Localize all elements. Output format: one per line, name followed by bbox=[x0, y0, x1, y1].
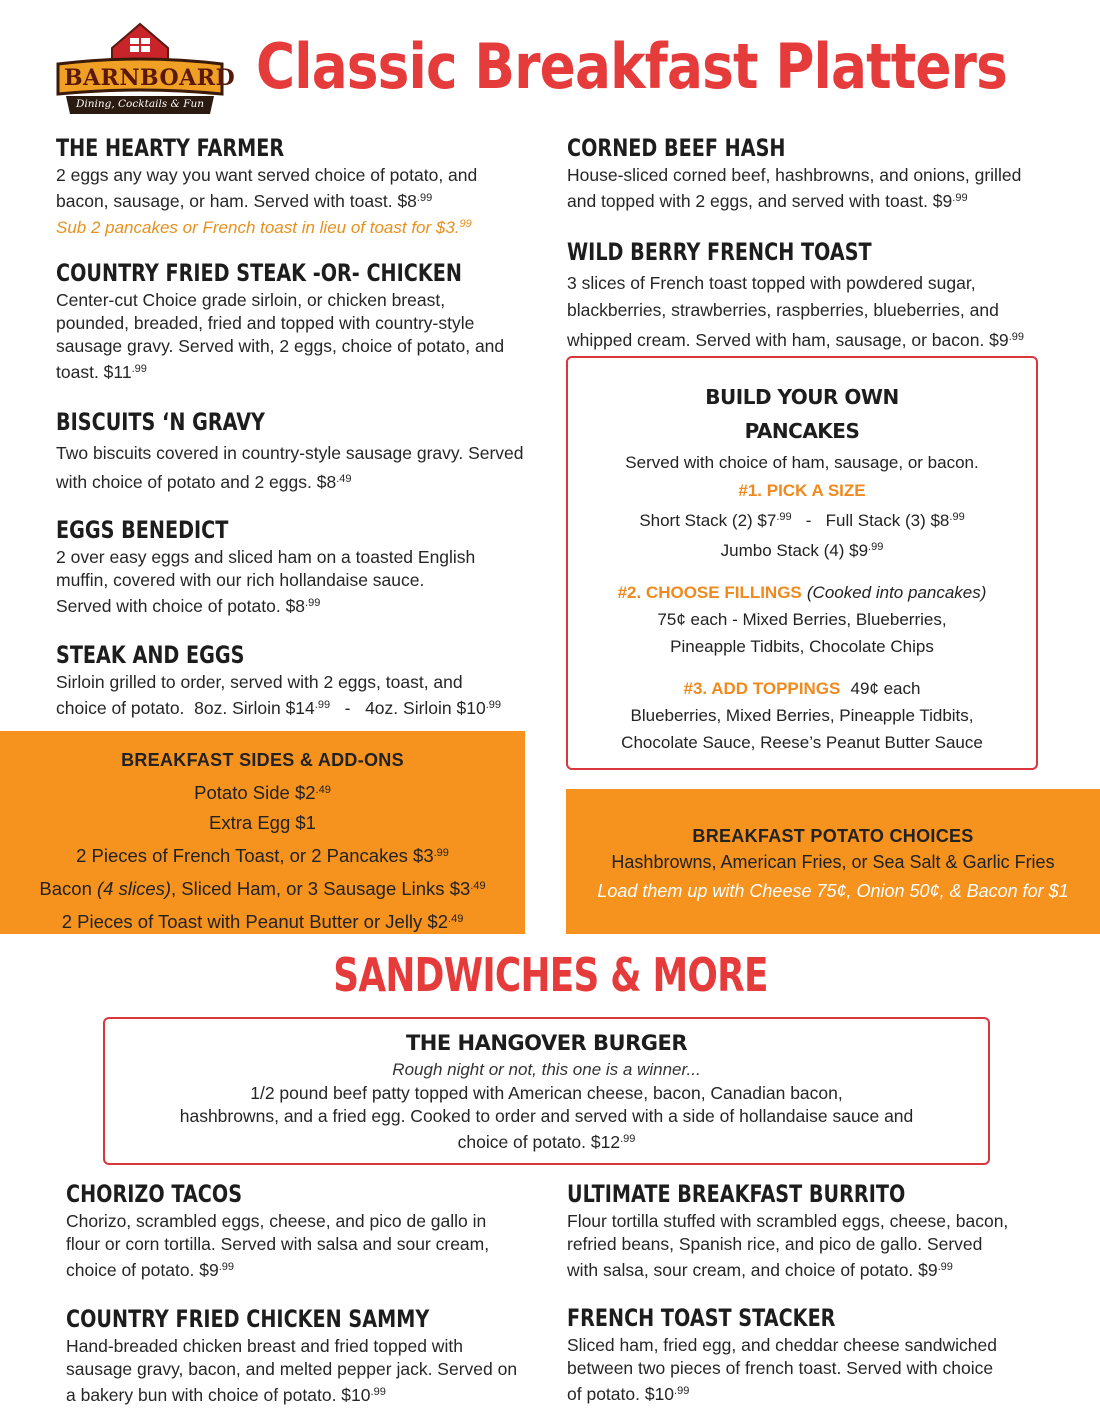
desc-line: Served with choice of potato. $8 bbox=[56, 596, 306, 616]
potato-choices-box bbox=[566, 789, 1100, 934]
desc-line-price bbox=[66, 1381, 546, 1407]
price-cents: .49 bbox=[448, 913, 464, 925]
fillings-line-1: 75¢ each - Mixed Berries, Blueberries, bbox=[657, 610, 947, 629]
size-line-1 bbox=[568, 504, 1036, 534]
desc-line: whipped cream. Served with ham, sausage, or bacon. $9 bbox=[567, 330, 1009, 350]
desc-line-price bbox=[567, 1380, 1087, 1406]
price-cents: .99 bbox=[305, 597, 321, 609]
desc-line: pounded, breaded, fried and topped with country-style bbox=[56, 313, 475, 333]
desc-line-price bbox=[567, 1256, 1087, 1282]
logo-tagline: Dining, Cocktails & Fun bbox=[75, 98, 205, 110]
logo-brand: BARNBOARD bbox=[64, 65, 236, 91]
sandwich-ultimate-breakfast-burrito bbox=[567, 1182, 1087, 1282]
step-choose-fillings bbox=[568, 580, 1036, 606]
step-add-toppings bbox=[568, 676, 1036, 702]
item-description bbox=[567, 1210, 1087, 1282]
desc-line: refried beans, Spanish rice, and pico de gallo. Served bbox=[567, 1234, 983, 1254]
desc-line: Hand-breaded chicken breast and fried topped with bbox=[66, 1336, 463, 1356]
item-description bbox=[56, 671, 546, 720]
price-cents: .99 bbox=[433, 847, 449, 859]
item-name: BISCUITS ‘N GRAVY bbox=[56, 408, 265, 436]
price-cents: .99 bbox=[1008, 331, 1024, 343]
side-text: Potato Side $2 bbox=[194, 782, 316, 803]
desc-line: 2 eggs any way you want served choice of potato, and bbox=[56, 165, 478, 185]
hangover-tagline: Rough night or not, this one is a winner... bbox=[392, 1060, 701, 1079]
build-pancakes-title bbox=[568, 380, 1036, 448]
price-cents: .99 bbox=[620, 1133, 636, 1145]
platter-country-fried-steak bbox=[56, 261, 546, 384]
hangover-line-2: hashbrowns, and a fried egg. Cooked to order and served with a side of hollandaise sauce and bbox=[179, 1106, 914, 1126]
section-title-sandwiches bbox=[0, 948, 1100, 1002]
platter-hearty-farmer bbox=[56, 136, 536, 239]
desc-line: Sirloin grilled to order, served with 2 eggs, toast, and bbox=[56, 672, 463, 692]
side-text: , Sliced Ham, or 3 Sausage Links $3 bbox=[171, 878, 471, 899]
platter-biscuits-gravy bbox=[56, 410, 546, 495]
price-cents: .99 bbox=[416, 192, 433, 204]
platter-corned-beef-hash bbox=[567, 136, 1087, 213]
desc-line: toast. $11 bbox=[56, 362, 132, 382]
page-title: Classic Breakfast Platters bbox=[256, 30, 1007, 103]
potato-note: Load them up with Cheese 75¢, Onion 50¢, & Bacon for $1 bbox=[597, 881, 1069, 901]
step2-label: #2. CHOOSE FILLINGS bbox=[617, 583, 802, 602]
logo bbox=[52, 20, 236, 120]
item-name: CHORIZO TACOS bbox=[66, 1180, 243, 1208]
desc-line: sausage gravy. Served with, 2 eggs, choice of potato, and bbox=[56, 336, 505, 356]
side-text-italic: (4 slices) bbox=[97, 878, 172, 899]
step2-note: (Cooked into pancakes) bbox=[806, 583, 987, 602]
size-short: Short Stack (2) $7 bbox=[639, 511, 777, 530]
desc-line: 3 slices of French toast topped with powdered sugar, bbox=[567, 273, 976, 293]
build-pancakes-title-line2: PANCAKES bbox=[744, 419, 860, 443]
desc-line: choice of potato. 8oz. Sirloin $14 bbox=[56, 698, 315, 718]
item-name: CORNED BEEF HASH bbox=[567, 134, 786, 162]
breakfast-sides-box bbox=[0, 731, 525, 934]
side-item bbox=[0, 808, 525, 838]
hangover-line-3 bbox=[105, 1128, 988, 1154]
item-name: ULTIMATE BREAKFAST BURRITO bbox=[567, 1180, 906, 1208]
sandwich-french-toast-stacker bbox=[567, 1306, 1087, 1406]
desc-line: between two pieces of french toast. Served with choice bbox=[567, 1358, 994, 1378]
side-text: Extra Egg $1 bbox=[209, 812, 316, 833]
desc-line-extra: - 4oz. Sirloin $10 bbox=[330, 698, 486, 718]
hangover-line-3-text: choice of potato. $12 bbox=[457, 1132, 621, 1152]
desc-line-price bbox=[56, 187, 536, 213]
price-cents: .99 bbox=[868, 541, 884, 553]
sub-note-text: Sub 2 pancakes or French toast in lieu of toast for $3. bbox=[56, 218, 460, 237]
item-description bbox=[567, 164, 1087, 213]
sub-note-cents: 99 bbox=[459, 218, 472, 230]
desc-line: House-sliced corned beef, hashbrowns, and onions, grilled bbox=[567, 165, 1022, 185]
desc-line: blackberries, strawberries, raspberries, blueberries, and bbox=[567, 300, 999, 320]
platter-wild-berry-french-toast bbox=[567, 240, 1087, 354]
price-cents: .49 bbox=[315, 784, 331, 796]
price-cents: .99 bbox=[937, 1261, 953, 1273]
price-cents: .99 bbox=[131, 363, 147, 375]
price-cents: .99 bbox=[485, 699, 502, 711]
hangover-name: THE HANGOVER BURGER bbox=[405, 1031, 688, 1055]
item-name: COUNTRY FRIED STEAK -OR- CHICKEN bbox=[56, 259, 462, 287]
price-cents: .99 bbox=[952, 192, 968, 204]
item-name: THE HEARTY FARMER bbox=[56, 134, 285, 162]
desc-line-price bbox=[567, 187, 1087, 213]
item-description bbox=[56, 289, 546, 384]
item-name: WILD BERRY FRENCH TOAST bbox=[567, 238, 872, 266]
item-name: FRENCH TOAST STACKER bbox=[567, 1304, 836, 1332]
desc-line-price bbox=[56, 466, 546, 495]
desc-line: choice of potato. $9 bbox=[66, 1260, 219, 1280]
item-description bbox=[567, 270, 1087, 354]
sub-note bbox=[56, 213, 536, 239]
price-cents: .49 bbox=[470, 880, 486, 892]
side-item bbox=[0, 904, 525, 937]
side-text: Bacon bbox=[39, 878, 98, 899]
potato-title: BREAKFAST POTATO CHOICES bbox=[692, 826, 974, 846]
platter-steak-eggs bbox=[56, 643, 546, 720]
step3-price: 49¢ each bbox=[850, 679, 921, 698]
toppings-line-2: Chocolate Sauce, Reese’s Peanut Butter Sauce bbox=[621, 733, 983, 752]
size-jumbo: Jumbo Stack (4) $9 bbox=[720, 541, 869, 560]
desc-line: bacon, sausage, or ham. Served with toast. $8 bbox=[56, 191, 417, 211]
desc-line-price bbox=[56, 592, 546, 618]
price-cents: .99 bbox=[314, 699, 331, 711]
item-description bbox=[567, 1334, 1087, 1406]
desc-line: with salsa, sour cream, and choice of potato. $9 bbox=[567, 1260, 938, 1280]
desc-line: Chorizo, scrambled eggs, cheese, and pico de gallo in bbox=[66, 1211, 487, 1231]
desc-line: flour or corn tortilla. Served with salsa and sour cream, bbox=[66, 1234, 490, 1254]
side-item bbox=[0, 775, 525, 808]
hangover-burger-box bbox=[103, 1017, 990, 1165]
section-title-text: SANDWICHES & MORE bbox=[332, 948, 768, 1002]
desc-line: a bakery bun with choice of potato. $10 bbox=[66, 1385, 371, 1405]
hangover-line-1: 1/2 pound beef patty topped with American cheese, bacon, Canadian bacon, bbox=[250, 1083, 843, 1103]
desc-line: muffin, covered with our rich hollandaise sauce. bbox=[56, 570, 425, 590]
side-item bbox=[0, 838, 525, 871]
item-name: EGGS BENEDICT bbox=[56, 516, 229, 544]
toppings-line-1: Blueberries, Mixed Berries, Pineapple Tidbits, bbox=[630, 706, 974, 725]
fillings-line-2: Pineapple Tidbits, Chocolate Chips bbox=[670, 637, 934, 656]
build-pancakes-box bbox=[566, 356, 1038, 770]
price-cents: .99 bbox=[370, 1386, 386, 1398]
price-cents: .99 bbox=[218, 1261, 235, 1273]
desc-line-price bbox=[56, 358, 546, 384]
step3-label: #3. ADD TOPPINGS bbox=[683, 679, 841, 698]
sandwich-chorizo-tacos bbox=[66, 1182, 546, 1282]
desc-line: Center-cut Choice grade sirloin, or chicken breast, bbox=[56, 290, 446, 310]
desc-line: with choice of potato and 2 eggs. $8 bbox=[56, 472, 337, 492]
item-name: STEAK AND EGGS bbox=[56, 641, 245, 669]
price-cents: .99 bbox=[949, 511, 965, 523]
size-full: - Full Stack (3) $8 bbox=[791, 511, 950, 530]
desc-line: and topped with 2 eggs, and served with toast. $9 bbox=[567, 191, 953, 211]
price-cents: .99 bbox=[674, 1385, 690, 1397]
platter-eggs-benedict bbox=[56, 518, 546, 618]
desc-line: 2 over easy eggs and sliced ham on a toasted English bbox=[56, 547, 476, 567]
desc-line: Two biscuits covered in country-style sausage gravy. Served bbox=[56, 443, 524, 463]
desc-line: of potato. $10 bbox=[567, 1384, 675, 1404]
item-name: COUNTRY FRIED CHICKEN SAMMY bbox=[66, 1305, 430, 1333]
desc-line-price bbox=[567, 324, 1087, 354]
item-description bbox=[56, 440, 546, 495]
sandwich-country-fried-chicken-sammy bbox=[66, 1307, 546, 1407]
build-pancakes-title-line1: BUILD YOUR OWN bbox=[705, 385, 899, 409]
build-pancakes-subtitle: Served with choice of ham, sausage, or bacon. bbox=[625, 453, 979, 472]
item-description bbox=[56, 164, 536, 239]
side-text: 2 Pieces of French Toast, or 2 Pancakes $3 bbox=[76, 845, 434, 866]
sides-title: BREAKFAST SIDES & ADD-ONS bbox=[121, 750, 404, 770]
step-pick-size: #1. PICK A SIZE bbox=[738, 481, 866, 500]
item-description bbox=[56, 546, 546, 618]
potato-line: Hashbrowns, American Fries, or Sea Salt & Garlic Fries bbox=[611, 852, 1055, 872]
desc-line: Sliced ham, fried egg, and cheddar cheese sandwiched bbox=[567, 1335, 997, 1355]
desc-line: Flour tortilla stuffed with scrambled eggs, cheese, bacon, bbox=[567, 1211, 1009, 1231]
desc-line-price bbox=[66, 1256, 546, 1282]
price-cents: .49 bbox=[336, 473, 352, 485]
desc-line-price bbox=[56, 694, 546, 720]
side-item bbox=[0, 871, 525, 904]
side-text: 2 Pieces of Toast with Peanut Butter or Jelly $2 bbox=[61, 911, 449, 932]
desc-line: sausage gravy, bacon, and melted pepper jack. Served on bbox=[66, 1359, 518, 1379]
size-line-2 bbox=[568, 534, 1036, 564]
item-description bbox=[66, 1335, 546, 1407]
price-cents: .99 bbox=[776, 511, 792, 523]
item-description bbox=[66, 1210, 546, 1282]
